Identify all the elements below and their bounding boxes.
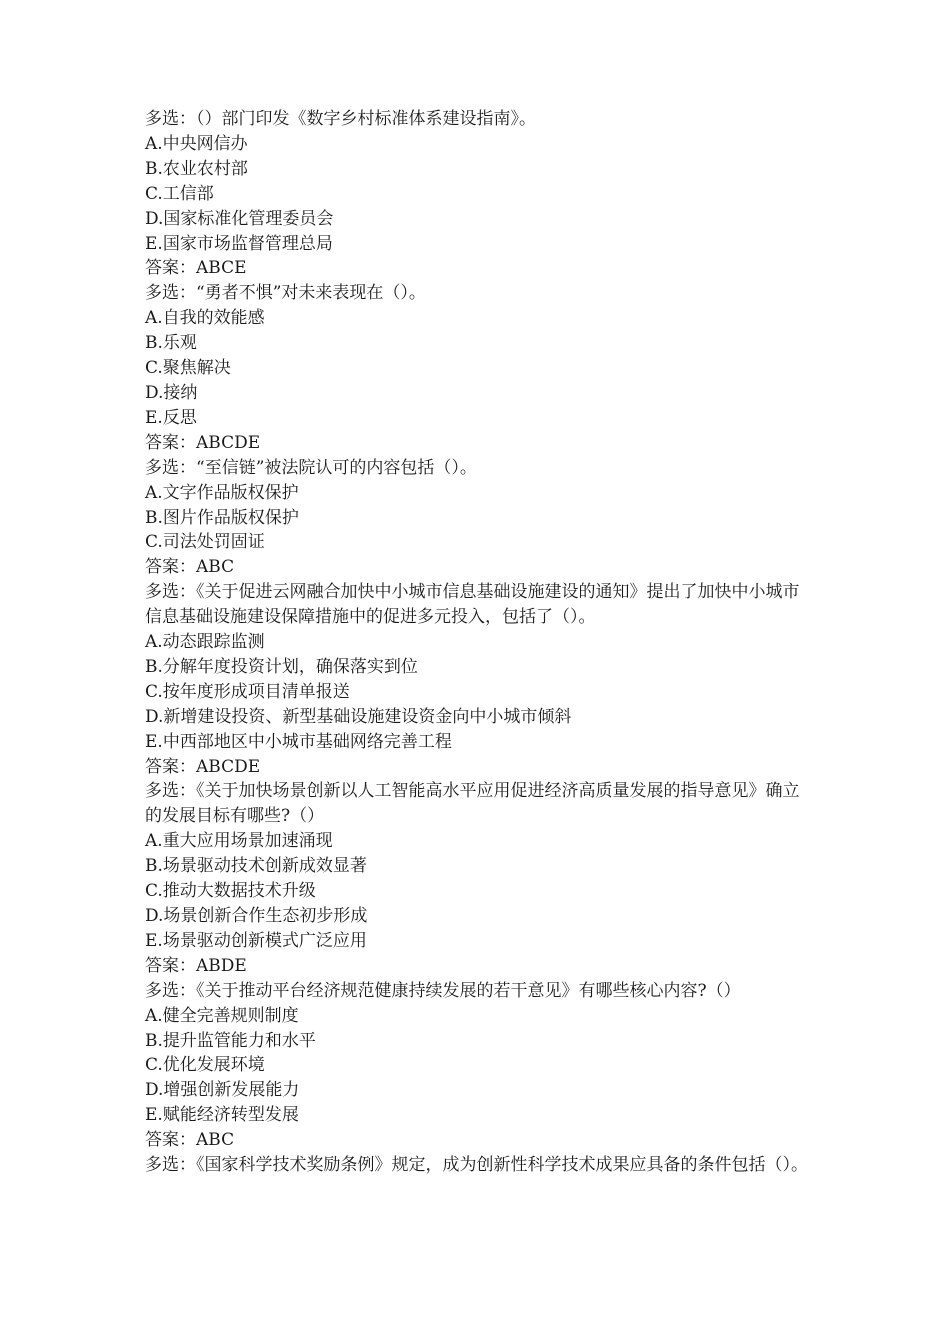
option-text: E.中西部地区中小城市基础网络完善工程 bbox=[145, 731, 452, 752]
option-text: B.乐观 bbox=[145, 333, 197, 354]
question-text: 多选：“勇者不惧”对未来表现在（）。 bbox=[145, 283, 426, 304]
option-text: D.新增建设投资、新型基础设施建设资金向中小城市倾斜 bbox=[145, 706, 572, 727]
option-text: D.增强创新发展能力 bbox=[145, 1080, 300, 1101]
answer-text: 答案：ABCDE bbox=[145, 432, 261, 453]
option-text: A.中央网信办 bbox=[145, 133, 248, 154]
answer-text: 答案：ABDE bbox=[145, 955, 247, 976]
option-text: C.司法处罚固证 bbox=[145, 532, 265, 553]
question-text: 多选：《关于推动平台经济规范健康持续发展的若干意见》有哪些核心内容?（） bbox=[145, 980, 741, 1001]
option-text: B.农业农村部 bbox=[145, 158, 248, 179]
option-text: B.分解年度投资计划，确保落实到位 bbox=[145, 656, 418, 677]
answer-text: 答案：ABCDE bbox=[145, 756, 261, 777]
option-text: D.场景创新合作生态初步形成 bbox=[145, 906, 368, 926]
option-text: A.健全完善规则制度 bbox=[145, 1005, 299, 1026]
option-text: A.文字作品版权保护 bbox=[145, 482, 299, 503]
option-text: C.优化发展环境 bbox=[145, 1055, 265, 1076]
question-text: 多选：“至信链”被法院认可的内容包括（）。 bbox=[145, 457, 477, 478]
question-text: 多选：（）部门印发《数字乡村标准体系建设指南》。 bbox=[145, 109, 536, 129]
option-text: C.工信部 bbox=[145, 183, 214, 204]
option-text: A.动态跟踪监测 bbox=[145, 632, 265, 653]
question-text: 多选：《国家科学技术奖励条例》规定，成为创新性科学技术成果应具备的条件包括（）。 bbox=[145, 1155, 808, 1176]
answer-text: 答案：ABCE bbox=[145, 258, 247, 279]
option-text: B.场景驱动技术创新成效显著 bbox=[145, 856, 367, 877]
option-text: E.赋能经济转型发展 bbox=[145, 1105, 299, 1126]
answer-text: 答案：ABC bbox=[145, 557, 235, 578]
option-text: D.接纳 bbox=[145, 382, 198, 403]
question-text: 多选：《关于加快场景创新以人工智能高水平应用促进经济高质量发展的指导意见》确立的发展目标有哪些?（） bbox=[145, 781, 800, 827]
option-text: C.推动大数据技术升级 bbox=[145, 881, 316, 902]
option-text: C.聚焦解决 bbox=[145, 358, 231, 379]
document-body bbox=[145, 107, 810, 1178]
option-text: E.场景驱动创新模式广泛应用 bbox=[145, 930, 367, 951]
question-text: 多选：《关于促进云网融合加快中小城市信息基础设施建设的通知》提出了加快中小城市信息基础设施建设保障措施中的促进多元投入，包括了（）。 bbox=[145, 582, 800, 628]
option-text: B.提升监管能力和水平 bbox=[145, 1030, 316, 1051]
answer-text: 答案：ABC bbox=[145, 1130, 235, 1151]
option-text: A.自我的效能感 bbox=[145, 308, 265, 329]
option-text: C.按年度形成项目清单报送 bbox=[145, 681, 350, 702]
option-text: E.反思 bbox=[145, 407, 197, 428]
option-text: B.图片作品版权保护 bbox=[145, 507, 299, 528]
option-text: D.国家标准化管理委员会 bbox=[145, 208, 334, 229]
option-text: A.重大应用场景加速涌现 bbox=[145, 831, 333, 852]
option-text: E.国家市场监督管理总局 bbox=[145, 233, 333, 254]
